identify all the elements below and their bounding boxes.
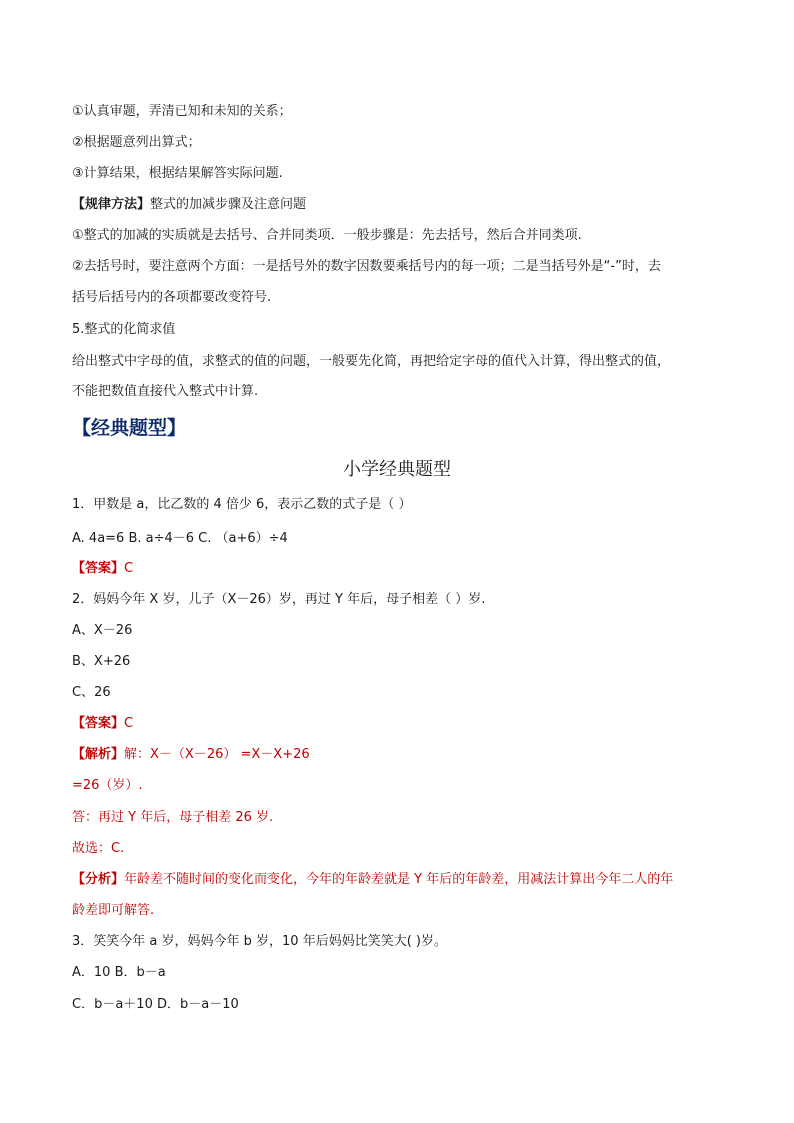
q2-stem: 2．妈妈今年 X 岁，儿子（X－26）岁，再过 Y 年后，母子相差（ ）岁. — [72, 592, 486, 607]
answer-value: C — [124, 716, 134, 731]
step-2: ②根据题意列出算式； — [72, 135, 201, 150]
para-5b: 不能把数值直接代入整式中计算. — [72, 384, 259, 399]
q2-analysis-3: 答：再过 Y 年后，母子相差 26 岁. — [72, 810, 274, 825]
classic-heading: 【经典题型】 — [72, 417, 187, 439]
rule-title: 整式的加减步骤及注意问题 — [150, 197, 307, 212]
heading-5: 5.整式的化简求值 — [72, 322, 176, 337]
q2-answer — [72, 715, 133, 733]
analysis-tag: 【解析】 — [72, 747, 125, 762]
q2-analysis-1 — [72, 746, 310, 764]
q1-stem: 1．甲数是 a，比乙数的 4 倍少 6，表示乙数的式子是（ ） — [72, 497, 412, 512]
q3-options-1: A．10 B．b－a — [72, 965, 166, 980]
q2-analysis-2: =26（岁）. — [72, 778, 143, 793]
answer-value: C — [124, 561, 134, 576]
q1-answer — [72, 560, 133, 578]
q1-options: A. 4a=6 B. a÷4－6 C. （a+6）÷4 — [72, 531, 288, 546]
answer-tag: 【答案】 — [72, 561, 125, 576]
sub-title: 小学经典题型 — [343, 459, 451, 480]
q2-option-c: C、26 — [72, 685, 111, 700]
step-1: ①认真审题，弄清已知和未知的关系； — [72, 104, 292, 119]
q2-fenxi-1 — [72, 871, 673, 889]
analysis-text: 解：X－（X－26） =X－X+26 — [124, 747, 310, 762]
q3-options-2: C．b－a＋10 D．b－a－10 — [72, 997, 239, 1012]
answer-tag: 【答案】 — [72, 716, 125, 731]
q2-analysis-4: 故选：C. — [72, 841, 125, 856]
para-5a: 给出整式中字母的值，求整式的值的问题，一般要先化简，再把给定字母的值代入计算，得出整式的值， — [72, 354, 671, 369]
q3-stem: 3．笑笑今年 a 岁，妈妈今年 b 岁，10 年后妈妈比笑笑大( )岁。 — [72, 934, 447, 949]
fenxi-text: 年龄差不随时间的变化而变化，今年的年龄差就是 Y 年后的年龄差，用减法计算出今年二人的年 — [124, 872, 674, 887]
rule-heading — [72, 196, 306, 214]
rule-2b: 括号后括号内的各项都要改变符号. — [72, 290, 272, 305]
q2-option-b: B、X+26 — [72, 654, 131, 669]
step-3: ③计算结果，根据结果解答实际问题. — [72, 166, 283, 181]
rule-1: ①整式的加减的实质就是去括号、合并同类项．一般步骤是：先去括号，然后合并同类项. — [72, 228, 582, 243]
fenxi-tag: 【分析】 — [72, 872, 125, 887]
q2-option-a: A、X－26 — [72, 623, 133, 638]
rule-bracket: 【规律方法】 — [72, 197, 151, 212]
rule-2a: ②去括号时，要注意两个方面：一是括号外的数字因数要乘括号内的每一项；二是当括号外是“-”时，去 — [72, 259, 661, 274]
q2-fenxi-2: 龄差即可解答. — [72, 903, 155, 918]
